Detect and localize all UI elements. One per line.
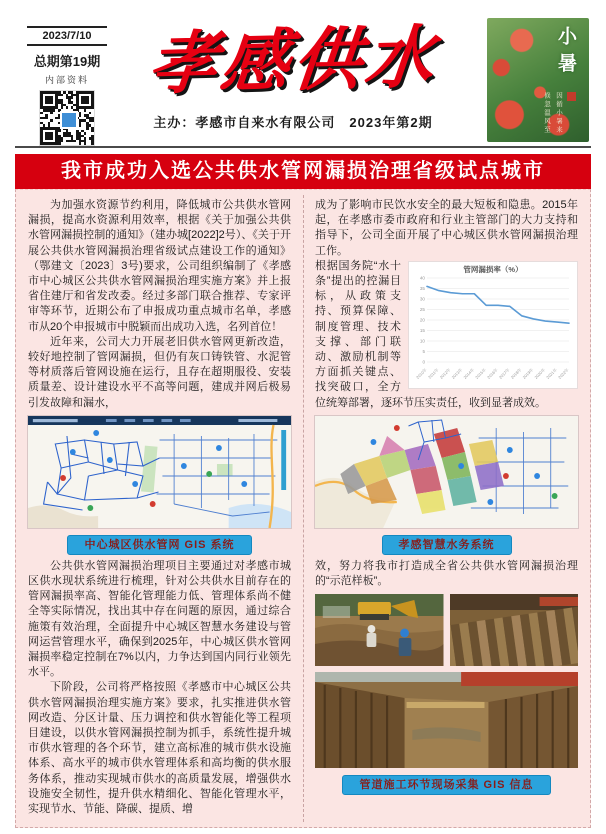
map-caption [315, 535, 578, 555]
right-column [315, 198, 578, 411]
qr-code [40, 91, 94, 145]
paragraph: 根据国务院“水十条”提出的控漏目标，从政策支持、预算保障、制度管理、技术支撑、部门联动、激励机制等方面抓关键点、找突破口，全方位统筹部署，逐环节压实责任，收到显著成效。 [315, 259, 546, 409]
season-term-label: 小暑 [555, 26, 576, 80]
leakage-rate-chart [408, 261, 578, 389]
photo-trench-image [315, 672, 578, 768]
paragraph: 近年来，公司大力开展老旧供水管网更新改造，较好地控制了管网漏损，但仍有灰口铸铁管、水泥管等材质落后管网设施在运行，且存在超期服役、安装质量差、设计建设水平不高等问题，建成并网后极易引发故障和漏水， [28, 335, 291, 409]
svg-text:35: 35 [419, 285, 425, 291]
masthead-divider [15, 146, 591, 148]
qr-center-logo-icon [60, 111, 78, 129]
internal-material-label: 内部资料 [44, 75, 89, 85]
svg-text:2015年: 2015年 [474, 366, 487, 380]
paragraph: 下阶段，公司将严格按照《孝感市中心城区公共供水管网漏损治理实施方案》要求，扎实推进供水管网改造、分区计量、压力调控和供水智能化等工程项目建设，以供水管网漏损控制为抓手，系统性提升城市供水管理的各个环节，建立高标准的城市供水设施体系、高水平的城市供水管理体系和高均衡的供水服务体系，推动实现城市供水的高质量发展，增强供水设施安全韧性，提升供水精细化、智能化管理水平，实现节水、节能、降碳、提质、增 [28, 681, 291, 816]
gis-map-image [28, 416, 291, 528]
left-column [28, 198, 291, 411]
title-block [113, 18, 473, 131]
headline-banner: 我市成功入选公共供水管网漏损治理省级试点城市 [15, 154, 591, 189]
svg-text:管网漏损率（%）: 管网漏损率（%） [463, 264, 523, 274]
newspaper-title: 孝感供水 [144, 19, 442, 103]
svg-text:2021年: 2021年 [545, 366, 558, 380]
map-caption [28, 535, 291, 555]
svg-text:0: 0 [422, 359, 425, 365]
issue-number: 总期第19期 [33, 54, 101, 69]
svg-text:2013年: 2013年 [450, 366, 464, 380]
article-body [15, 189, 591, 828]
paragraph: 为加强水资源节约利用，降低城市公共供水管网漏损，提高水资源利用效率，根据《关于加强公共供水管网漏损控制的通知》（建办城[2022]2号）、《关于开展公共供水管网漏损治理省级试点建设工作的通知》（鄂建文〔2023〕3号)要求，公司组织编制了《孝感市中心城区公共供水管网漏损治理实施方案》并上报省住建厅和省发改委。经过多部门联合推荐、专家评审等环节，近期公布了申报成功重点城市名单，孝感市从20个申报城市中脱颖而出成功入选，名列首位！ [28, 199, 291, 333]
caption-badge-pipeline-gis: 管道施工环节现场采集 GIS 信息 [342, 775, 550, 795]
issue-block [27, 26, 107, 145]
paragraph: 公共供水管网漏损治理项目主要通过对孝感市城区供水现状系统进行梳理，针对公共供水目前存在的管网漏损率高、智能化管理能力低、管理体系尚不健全等实际情况，找出其中存在问题的原因，通过综合施策有效治理，全面提升中心城区智慧水务建设与管网运营管理水平，确保到2025年，中心城区供水管网漏损率稳定控制在7%以内，力争达到国内同行业领先水平。 [28, 559, 291, 679]
svg-text:25: 25 [419, 306, 425, 312]
svg-text:2011年: 2011年 [427, 366, 440, 380]
right-column-bottom [315, 559, 578, 817]
svg-text:2012年: 2012年 [438, 366, 452, 380]
smart-water-map-image [315, 416, 578, 528]
construction-photo-workers [315, 594, 444, 666]
masthead [15, 18, 591, 142]
svg-text:15: 15 [419, 327, 425, 333]
caption-badge-smart-water: 孝感智慧水务系统 [382, 535, 512, 555]
construction-photos [315, 594, 578, 666]
svg-text:5: 5 [422, 348, 425, 354]
construction-photo-sheet-piling [450, 594, 579, 666]
organizer-line: 主办：孝感市自来水有限公司 2023年第2期 [153, 115, 433, 130]
left-column-bottom [28, 559, 291, 817]
paragraph: 成为了影响市民饮水安全的最大短板和隐患。2015年起，在孝感市委市政府和行业主管部门的大力支持和指导下，公司全面开展了中心城区供水管网漏损治理工作。 [315, 199, 578, 257]
season-poster [487, 18, 589, 142]
svg-text:10: 10 [419, 338, 425, 344]
svg-text:2017年: 2017年 [497, 366, 511, 380]
svg-text:30: 30 [419, 296, 425, 302]
poem-line: 因循小暑来 [555, 91, 562, 134]
svg-text:2016年: 2016年 [486, 366, 499, 380]
photo-caption [315, 775, 578, 795]
caption-badge-gis: 中心城区供水管网 GIS 系统 [67, 535, 251, 555]
svg-text:2014年: 2014年 [462, 366, 476, 380]
column-divider [303, 195, 304, 822]
trench-photo [315, 672, 578, 768]
photo-workers-image [315, 594, 444, 666]
svg-text:40: 40 [419, 275, 425, 281]
poem-line: 倏忽温风至 [543, 91, 550, 134]
smart-water-map-figure [315, 416, 578, 555]
svg-text:2018年: 2018年 [509, 366, 523, 380]
svg-text:20: 20 [419, 317, 425, 323]
svg-text:2022年: 2022年 [557, 366, 570, 380]
paragraph: 效，努力将我市打造成全省公共供水管网漏损治理的“示范样板”。 [315, 559, 578, 588]
issue-date: 2023/7/10 [27, 26, 107, 46]
svg-text:2020年: 2020年 [533, 366, 547, 380]
gis-map-figure [28, 416, 291, 555]
seal-icon [567, 92, 576, 101]
svg-text:2019年: 2019年 [521, 366, 535, 380]
svg-text:2010年: 2010年 [415, 366, 428, 380]
text-with-chart [315, 259, 578, 411]
photo-piling-image [450, 594, 579, 666]
season-poem [542, 92, 563, 135]
